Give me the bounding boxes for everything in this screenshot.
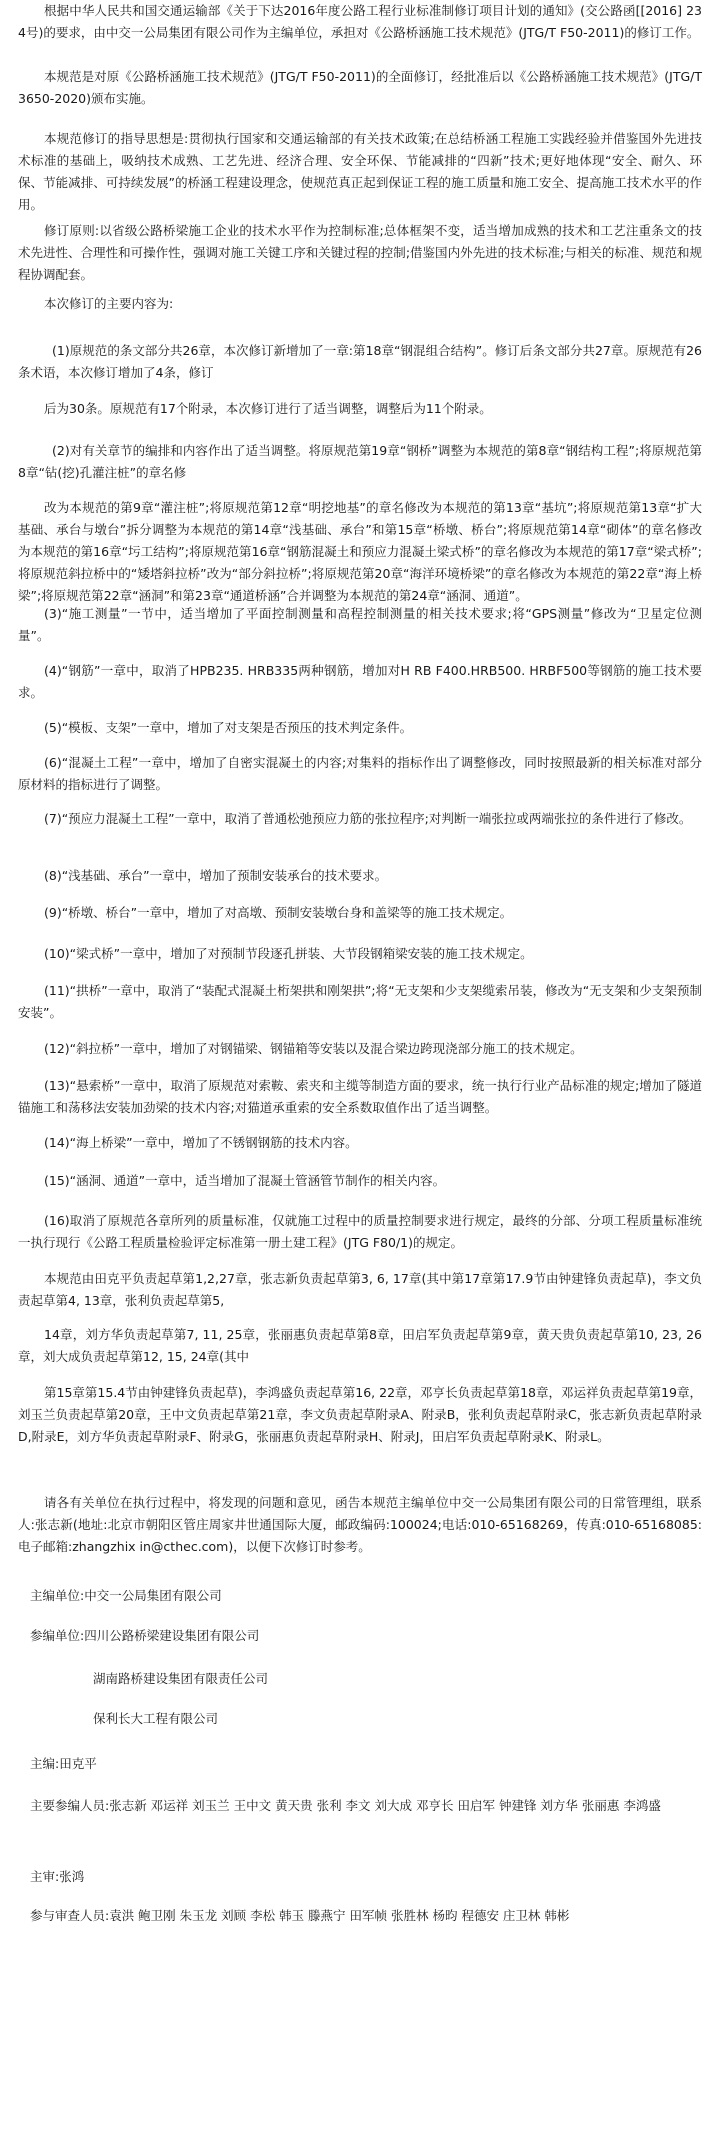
revision-item-4: (4)“钢筋”一章中，取消了HPB235. HRB335两种钢筋，增加对H RB F400.HRB500. HRBF500等钢筋的施工技术要求。 [18, 663, 702, 700]
revision-item-9: (9)“桥墩、桥台”一章中，增加了对高墩、预制安装墩台身和盖梁等的施工技术规定。 [44, 905, 513, 920]
revision-item-13: (13)“悬索桥”一章中，取消了原规范对索鞍、索夹和主缆等制造方面的要求，统一执行行业产品标准的规定;增加了隧道锚施工和荡移法安装加劲梁的技术内容;对猫道承重索的安全系数取值作出了适当调整。 [18, 1078, 702, 1115]
participating-unit-3: 保利长大工程有限公司 [93, 1711, 219, 1726]
chief-editor: 主编:田克平 [30, 1756, 97, 1771]
participating-units-label: 参编单位:四川公路桥梁建设集团有限公司 [30, 1628, 260, 1643]
main-participants: 主要参编人员:张志新 邓运祥 刘玉兰 王中文 黄天贵 张利 李文 刘大成 邓亨长 田启军 钟建锋 刘方华 张丽惠 李鸿盛 [30, 1798, 661, 1813]
intro-paragraph-5: 本次修订的主要内容为: [44, 296, 174, 311]
intro-paragraph-2: 本规范是对原《公路桥涵施工技术规范》(JTG/T F50-2011)的全面修订，经批准后以《公路桥涵施工技术规范》(JTG/T 3650-2020)颁布实施。 [18, 69, 702, 106]
drafting-authors-3: 第15章第15.4节由钟建锋负责起草)，李鸿盛负责起草第16, 22章，邓亨长负责起草第18章，邓运祥负责起草第19章，刘玉兰负责起草第20章，王中文负责起草第21章，李文负责起草附录A、附录B，张利负责起草附录C，张志新负责起草附录D,附录E，刘方华负责起草附录F、附录G，张丽惠负责起草附录H、附录J，田启军负责起草附录K、附录L。 [18, 1385, 702, 1444]
revision-item-8: (8)“浅基础、承台”一章中，增加了预制安装承台的技术要求。 [44, 868, 388, 883]
revision-item-1: (1)原规范的条文部分共26章，本次修订新增加了一章:第18章“钢混组合结构”。修订后条文部分共27章。原规范有26条术语，本次修订增加了4条，修订 [18, 343, 702, 380]
contact-paragraph: 请各有关单位在执行过程中，将发现的问题和意见，函告本规范主编单位中交一公局集团有限公司的日常管理组，联系人:张志新(地址:北京市朝阳区管庄周家井世通国际大厦，邮政编码:100024;电话:010-65168269，传真:010-65168085:电子邮箱:zhangzhix in@cthec.com)，以便下次修订时参考。 [18, 1495, 702, 1554]
intro-paragraph-4: 修订原则:以省级公路桥梁施工企业的技术水平作为控制标准;总体框架不变，适当增加成熟的技术和工艺注重条文的技术先进性、合理性和可操作性，强调对施工关键工序和关键过程的控制;借鉴国内外先进的技术标准;与相关的标准、规范和规程协调配套。 [18, 223, 702, 282]
revision-item-14: (14)“海上桥梁”一章中，增加了不锈钢钢筋的技术内容。 [44, 1135, 358, 1150]
revision-item-15: (15)“涵洞、通道”一章中，适当增加了混凝土管涵管节制作的相关内容。 [44, 1173, 446, 1188]
revision-item-3: (3)“施工测量”一节中，适当增加了平面控制测量和高程控制测量的相关技术要求;将“GPS测量”修改为“卫星定位测量”。 [18, 606, 702, 643]
revision-item-5: (5)“模板、支架”一章中，增加了对支架是否预压的技术判定条件。 [44, 720, 413, 735]
drafting-authors-1: 本规范由田克平负责起草第1,2,27章，张志新负责起草第3, 6, 17章(其中第17章第17.9节由钟建锋负责起草)，李文负责起草第4, 13章，张利负责起草第5, [18, 1271, 702, 1308]
revision-item-1-continued: 后为30条。原规范有17个附录，本次修订进行了适当调整，调整后为11个附录。 [44, 401, 492, 416]
intro-paragraph-3: 本规范修订的指导思想是:贯彻执行国家和交通运输部的有关技术政策;在总结桥涵工程施工实践经验并借鉴国外先进技术标准的基础上，吸纳技术成熟、工艺先进、经济合理、安全环保、节能减排的“四新”技术;更好地体现“安全、耐久、环保、节能减排、可持续发展”的桥涵工程建设理念，使规范真正起到保证工程的施工质量和施工安全、提高施工技术水平的作用。 [18, 131, 702, 212]
chief-reviewer: 主审:张鸿 [30, 1869, 85, 1884]
review-members: 参与审查人员:袁洪 鲍卫刚 朱玉龙 刘顾 李松 韩玉 滕燕宁 田军帧 张胜林 杨昀 程德安 庄卫林 韩彬 [30, 1908, 570, 1923]
revision-item-12: (12)“斜拉桥”一章中，增加了对钢锚梁、钢锚箱等安装以及混合梁边跨现浇部分施工的技术规定。 [44, 1041, 583, 1056]
revision-item-11: (11)“拱桥”一章中，取消了“装配式混凝土桁架拱和刚架拱”;将“无支架和少支架缆索吊装，修改为“无支架和少支架预制安装”。 [18, 983, 702, 1020]
drafting-authors-2: 14章，刘方华负责起草第7, 11, 25章，张丽惠负责起草第8章，田启军负责起草第9章，黄天贵负责起草第10, 23, 26章，刘大成负责起草第12, 15, 24章(其中 [18, 1327, 702, 1364]
revision-item-2: (2)对有关章节的编排和内容作出了适当调整。将原规范第19章“钢桥”调整为本规范的第8章“钢结构工程”;将原规范第8章“钻(挖)孔灌注桩”的章名修 [18, 443, 702, 480]
revision-item-6: (6)“混凝土工程”一章中，增加了自密实混凝土的内容;对集料的指标作出了调整修改，同时按照最新的相关标准对部分原材料的指标进行了调整。 [18, 755, 702, 792]
revision-item-10: (10)“梁式桥”一章中，增加了对预制节段逐孔拼装、大节段钢箱梁安装的施工技术规定。 [44, 946, 533, 961]
participating-unit-2: 湖南路桥建设集团有限责任公司 [93, 1671, 269, 1686]
chief-unit: 主编单位:中交一公局集团有限公司 [30, 1588, 222, 1603]
revision-item-7: (7)“预应力混凝土工程”一章中，取消了普通松弛预应力筋的张拉程序;对判断一端张拉或两端张拉的条件进行了修改。 [44, 811, 692, 826]
intro-paragraph-1: 根据中华人民共和国交通运输部《关于下达2016年度公路工程行业标准制修订项目计划的通知》(交公路函[[2016] 234号)的要求，由中交一公局集团有限公司作为主编单位，承担对《公路桥涵施工技术规范》(JTG/T F50-2011)的修订工作。 [18, 3, 702, 40]
revision-item-16: (16)取消了原规范各章所列的质量标准，仅就施工过程中的质量控制要求进行规定，最终的分部、分项工程质量标准统一执行现行《公路工程质量检验评定标准第一册土建工程》(JTG F80/1)的规定。 [18, 1213, 702, 1250]
revision-item-2-continued: 改为本规范的第9章“灌注桩”;将原规范第12章“明挖地基”的章名修改为本规范的第13章“基坑”;将原规范第13章“扩大基础、承台与墩台”拆分调整为本规范的第14章“浅基础、承台”和第15章“桥墩、桥台”;将原规范第14章“砌体”的章名修改为本规范的第16章“圬工结构”;将原规范第16章“钢筋混凝土和预应力混凝土梁式桥”的章名修改为本规范的第17章“梁式桥”;将原规范斜拉桥中的“矮塔斜拉桥”改为“部分斜拉桥”;将原规范第20章“海洋环境桥梁”的章名修改为本规范的第22章“海上桥梁”;将原规范第22章“涵洞”和第23章“通道桥涵”合并调整为本规范的第24章“涵洞、通道”。 [18, 500, 702, 603]
